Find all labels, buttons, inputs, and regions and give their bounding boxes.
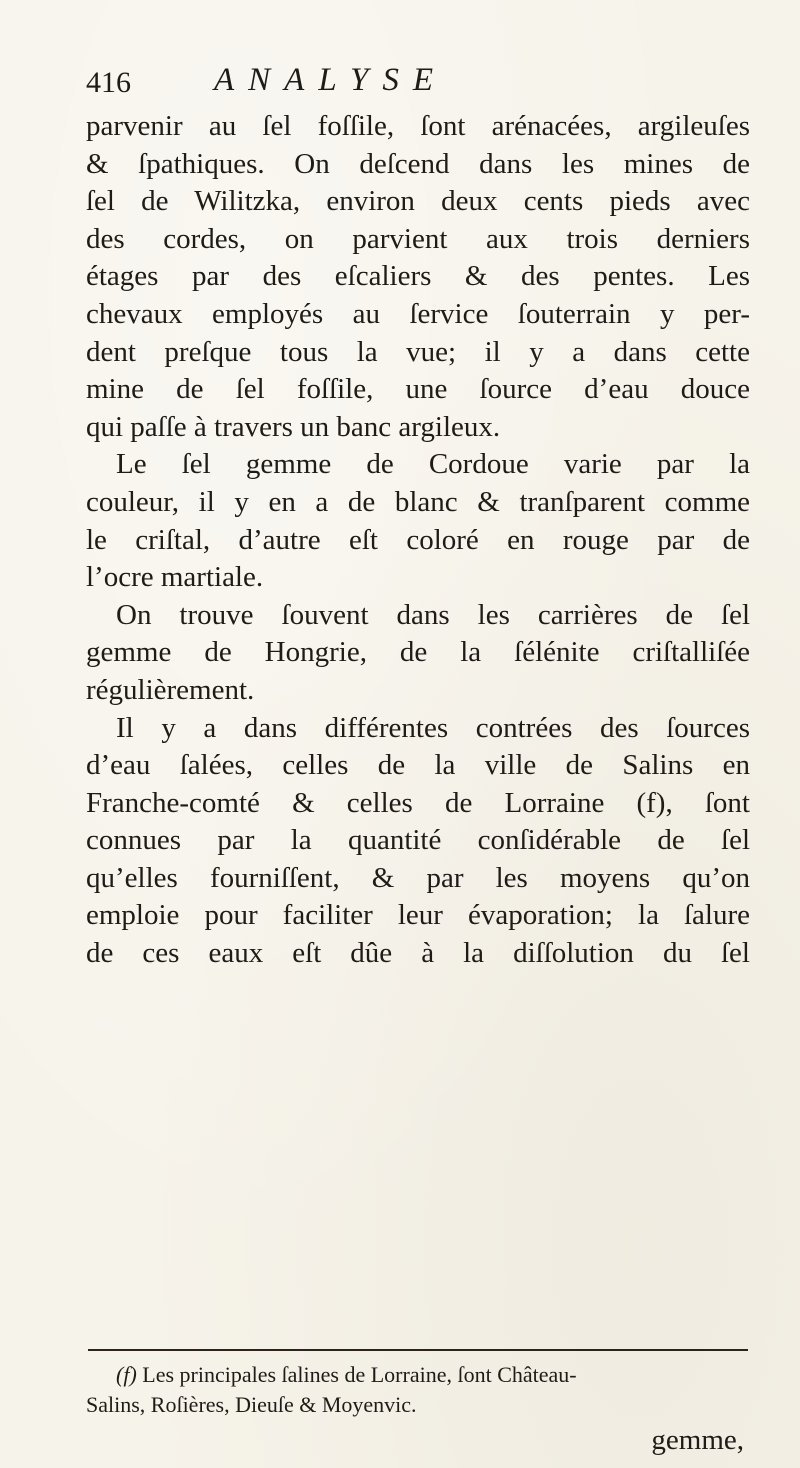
- text-line: gemme de Hongrie, de la ſélénite criſtalliſée: [86, 636, 750, 669]
- footnote-rule: [88, 1349, 748, 1351]
- text-line: Le ſel gemme de Cordoue varie par la: [116, 448, 750, 481]
- text-line: Franche-comté & celles de Lorraine (f), ſont: [86, 786, 750, 819]
- footnote-text: Les principales ſalines de Lorraine, ſont Château-: [142, 1362, 577, 1387]
- footnote-mark: (f): [116, 1362, 137, 1387]
- text-line: Il y a dans différentes contrées des ſources: [116, 711, 750, 744]
- text-line: étages par des eſcaliers & des pentes. Les: [86, 260, 750, 293]
- text-line: l’ocre martiale.: [86, 561, 264, 594]
- footnote-line: Salins, Roſières, Dieuſe & Moyenvic.: [86, 1392, 417, 1417]
- footnote-line: [86, 1360, 750, 1390]
- text-line: connues par la quantité conſidérable de ſel: [86, 824, 750, 857]
- text-line: dent preſque tous la vue; il y a dans cette: [86, 335, 750, 368]
- text-line: des cordes, on parvient aux trois derniers: [86, 222, 750, 255]
- text-line: qu’elles fourniſſent, & par les moyens qu’on: [86, 861, 750, 894]
- text-line: qui paſſe à travers un banc argileux.: [86, 410, 501, 443]
- text-line: régulièrement.: [86, 673, 255, 706]
- body-text: [86, 108, 750, 973]
- running-title: ANALYSE: [214, 62, 448, 98]
- footnote: [86, 1360, 750, 1420]
- text-line: parvenir au ſel foſſile, ſont arénacées, argileuſes: [86, 110, 750, 142]
- page-number: 416: [86, 66, 131, 99]
- text-line: chevaux employés au ſervice ſouterrain y per-: [86, 297, 750, 330]
- text-line: couleur, il y en a de blanc & tranſparent comme: [86, 485, 750, 518]
- text-line: & ſpathiques. On deſcend dans les mines de: [86, 147, 750, 180]
- text-line: de ces eaux eſt dûe à la diſſolution du ſel: [86, 937, 750, 970]
- text-line: ſel de Wilitzka, environ deux cents pieds avec: [86, 185, 750, 218]
- text-line: mine de ſel foſſile, une ſource d’eau douce: [86, 373, 750, 406]
- text-line: On trouve ſouvent dans les carrières de ſel: [116, 598, 750, 631]
- catchword: gemme,: [651, 1424, 744, 1456]
- text-line: d’eau ſalées, celles de la ville de Salins en: [86, 749, 750, 782]
- text-line: le criſtal, d’autre eſt coloré en rouge par de: [86, 523, 750, 556]
- running-head: [86, 62, 746, 102]
- text-line: emploie pour faciliter leur évaporation; la ſalure: [86, 899, 750, 932]
